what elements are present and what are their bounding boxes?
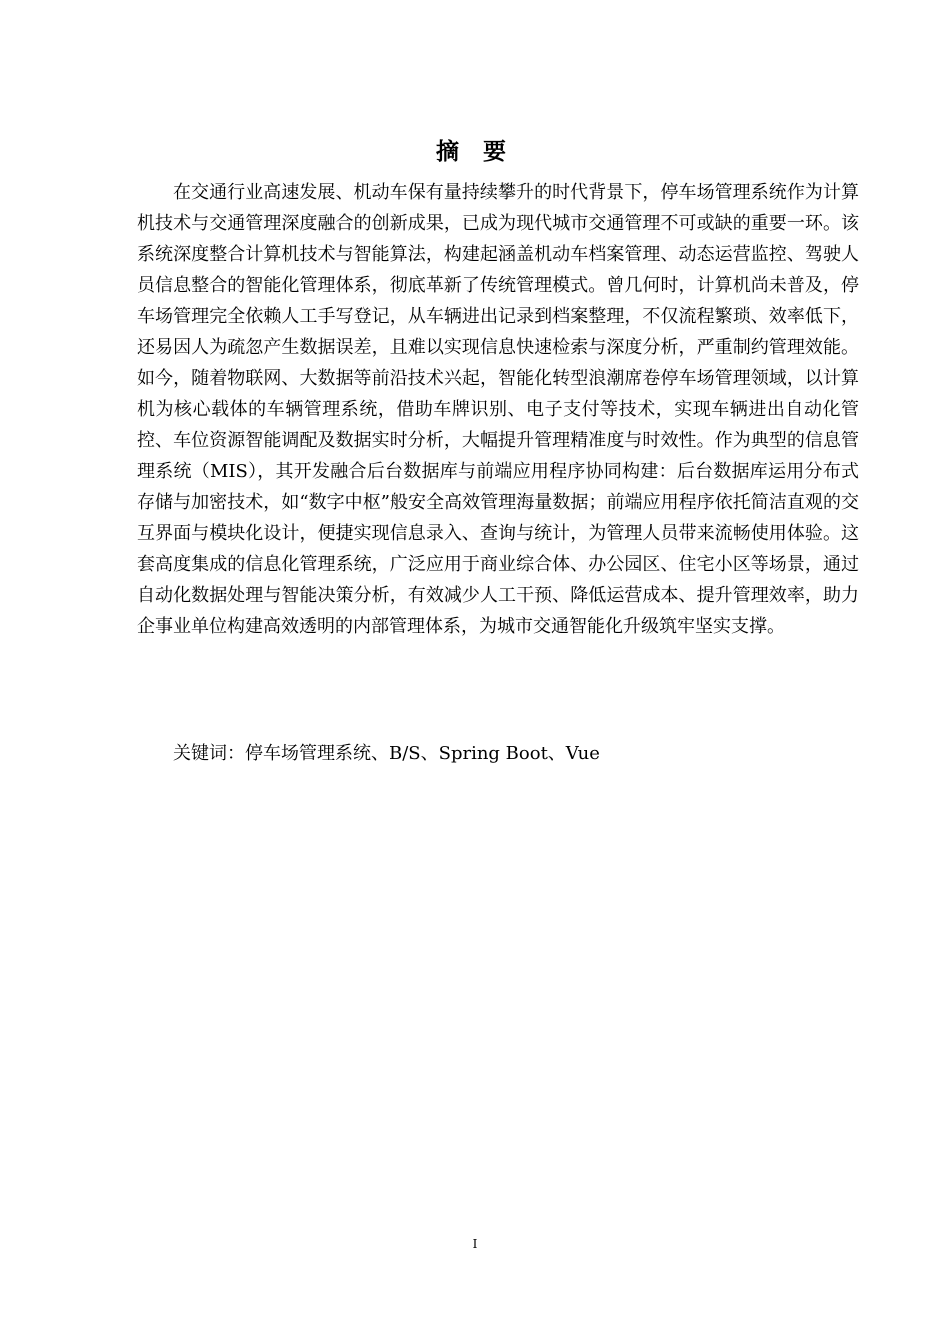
page-number: I bbox=[472, 1237, 478, 1251]
abstract-paragraph: 在交通行业高速发展、机动车保有量持续攀升的时代背景下，停车场管理系统作为计算机技术与交通管理深度融合的创新成果，已成为现代城市交通管理不可或缺的重要一环。该系统深度整合计算机技术与智能算法，构建起涵盖机动车档案管理、动态运营监控、驾驶人员信息整合的智能化管理体系，彻底革新了传统管理模式。曾几何时，计算机尚未普及，停车场管理完全依赖人工手写登记，从车辆进出记录到档案整理，不仅流程繁琐、效率低下，还易因人为疏忽产生数据误差，且难以实现信息快速检索与深度分析，严重制约管理效能。如今，随着物联网、大数据等前沿技术兴起，智能化转型浪潮席卷停车场管理领域，以计算机为核心载体的车辆管理系统，借助车牌识别、电子支付等技术，实现车辆进出自动化管控、车位资源智能调配及数据实时分析，大幅提升管理精准度与时效性。作为典型的信息管理系统（MIS），其开发融合后台数据库与前端应用程序协同构建：后台数据库运用分布式存储与加密技术，如“数字中枢”般安全高效管理海量数据；前端应用程序依托简洁直观的交互界面与模块化设计，便捷实现信息录入、查询与统计，为管理人员带来流畅使用体验。这套高度集成的信息化管理系统，广泛应用于商业综合体、办公园区、住宅小区等场景，通过自动化数据处理与智能决策分析，有效减少人工干预、降低运营成本、提升管理效率，助力企事业单位构建高效透明的内部管理体系，为城市交通智能化升级筑牢坚实支撑。 bbox=[137, 182, 859, 637]
keywords-line: 关键词：停车场管理系统、B/S、Spring Boot、Vue bbox=[173, 743, 600, 764]
abstract-title: 摘 要 bbox=[435, 139, 514, 165]
